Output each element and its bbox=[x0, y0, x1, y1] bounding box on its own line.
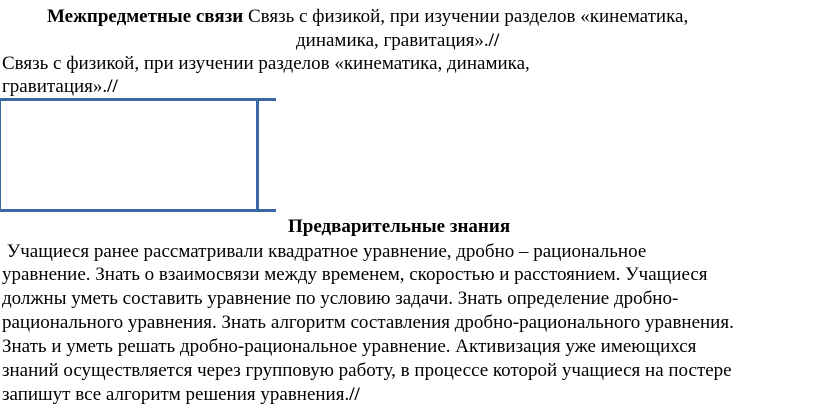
body-text: Учащиеся ранее рассматривали квадратное уравнение, дробно – рациональное bbox=[6, 241, 647, 262]
body-line-5 bbox=[2, 336, 696, 358]
header-text-line-1: Связь с физикой, при изучении разделов «кинематика, bbox=[243, 6, 689, 27]
section-title bbox=[288, 216, 510, 238]
table-top-border bbox=[0, 98, 276, 101]
body-line-1 bbox=[2, 241, 646, 263]
header-label: Межпредметные связи bbox=[47, 6, 244, 27]
body-line-3 bbox=[2, 288, 678, 310]
table-right-border bbox=[256, 98, 259, 212]
header-text-line-2: динамика, гравитация». bbox=[296, 30, 489, 51]
paragraph-mark-icon: // bbox=[349, 384, 360, 405]
body-text: должны уметь составить уравнение по условию задачи. Знать определение дробно- bbox=[2, 288, 679, 309]
paragraph-mark-icon: // bbox=[107, 76, 118, 97]
body-text: Знать и уметь решать дробно-рациональное уравнение. Активизация уже имеющихся bbox=[2, 336, 697, 357]
repeat-line-2 bbox=[2, 76, 118, 98]
body-text: уравнение. Знать о взаимосвязи между временем, скоростью и расстоянием. Учащиеся bbox=[2, 264, 708, 285]
body-line-6 bbox=[2, 360, 732, 382]
body-line-2 bbox=[2, 264, 708, 286]
table-bottom-border bbox=[0, 209, 276, 212]
repeat-text-line-2: гравитация». bbox=[2, 76, 108, 97]
body-text: знаний осуществляется через групповую работу, в процессе которой учащиеся на постере bbox=[2, 360, 732, 381]
repeat-text-line-1: Связь с физикой, при изучении разделов «кинематика, динамика, bbox=[2, 53, 530, 74]
section-title-text: Предварительные знания bbox=[288, 216, 511, 237]
paragraph-mark-icon: // bbox=[488, 30, 500, 51]
body-line-7 bbox=[2, 384, 365, 406]
header-line-2 bbox=[296, 30, 499, 52]
body-line-4 bbox=[2, 312, 734, 334]
body-text: запишут все алгоритм решения уравнения. bbox=[2, 384, 350, 405]
header-line-1 bbox=[47, 6, 688, 28]
body-text: рационального уравнения. Знать алгоритм составления дробно-рационального уравнения. bbox=[2, 312, 734, 333]
repeat-line-1 bbox=[2, 53, 530, 75]
table-left-border bbox=[0, 98, 1, 212]
